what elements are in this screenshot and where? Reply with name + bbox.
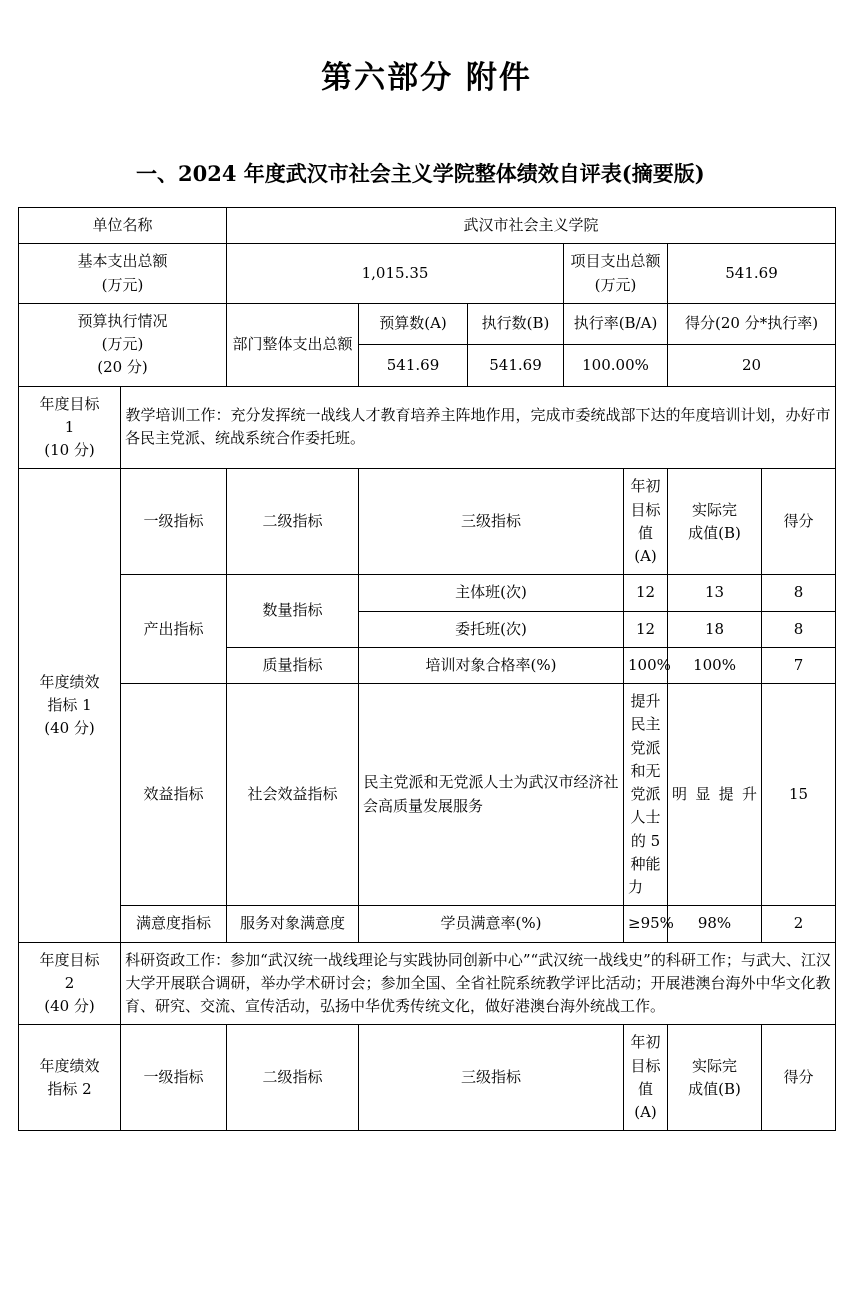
basic-expenditure-label — [19, 244, 227, 304]
header2-level3-indicator: 三级指标 — [359, 1025, 624, 1131]
annual-indicator-2-label-line1: 年度绩效 — [39, 1056, 100, 1075]
table-row — [19, 575, 836, 611]
annual-indicator-2-label — [19, 1025, 121, 1131]
header2-actual-value-line1: 实际完 — [692, 1056, 738, 1075]
basic-expenditure-label-line2: (万元) — [101, 275, 144, 294]
row-4-level3: 学员满意率(%) — [359, 906, 624, 942]
budget-execution-label-line3: (20 分) — [97, 358, 148, 377]
annual-goal-2-label — [19, 942, 121, 1025]
annual-goal-1-label-line2: 1 — [64, 417, 75, 436]
unit-name-label: 单位名称 — [19, 208, 227, 244]
row-4-target: ≥95% — [624, 906, 668, 942]
unit-name-value: 武汉市社会主义学院 — [227, 208, 836, 244]
header2-actual-value-line2: 成值(B) — [688, 1079, 741, 1098]
header-level3-indicator: 三级指标 — [359, 469, 624, 575]
project-expenditure-label-line2: (万元) — [594, 275, 637, 294]
annual-indicator-1-label-line1: 年度绩效 — [39, 672, 100, 691]
row-0-actual: 13 — [668, 575, 762, 611]
basic-expenditure-label-line1: 基本支出总额 — [77, 252, 168, 271]
row-0-score: 8 — [762, 575, 836, 611]
row-4-score: 2 — [762, 906, 836, 942]
annual-indicator-1-label-line3: (40 分) — [44, 719, 95, 737]
table-row — [19, 208, 836, 244]
annual-goal-2-text: 科研资政工作：参加“武汉统一战线理论与实践协同创新中心”“武汉统一战线史”的科研工作；与武大、江汉大学开展联合调研，举办学术研讨会；参加全国、全省社院系统教学评比活动；开展港澳台海外中华文化教育、研究、交流、宣传活动，弘扬中华优秀传统文化，做好港澳台海外统战工作。 — [121, 942, 836, 1025]
execution-number-header: 执行数(B) — [468, 303, 564, 344]
annual-indicator-1-label — [19, 469, 121, 942]
annual-indicator-2-label-line2: 指标 2 — [47, 1079, 92, 1098]
row-1-level3: 委托班(次) — [359, 611, 624, 647]
header2-score: 得分 — [762, 1025, 836, 1131]
row-4-actual: 98% — [668, 906, 762, 942]
row-0-level3: 主体班(次) — [359, 575, 624, 611]
budget-number-value: 541.69 — [359, 345, 468, 386]
table-row — [19, 906, 836, 942]
section-heading: 一、2024 年度武汉市社会主义学院整体绩效自评表(摘要版) — [136, 161, 705, 186]
table-row — [19, 684, 836, 906]
project-expenditure-label — [564, 244, 668, 304]
row-1-actual: 18 — [668, 611, 762, 647]
row-2-actual: 100% — [668, 647, 762, 683]
header-actual-value-line1: 实际完 — [692, 500, 738, 519]
performance-self-evaluation-table — [18, 207, 836, 1131]
project-expenditure-value: 541.69 — [668, 244, 836, 304]
row-0-level2: 数量指标 — [227, 575, 359, 648]
header-actual-value-line2: 成值(B) — [688, 523, 741, 542]
annual-indicator-1-label-line2: 指标 1 — [47, 695, 92, 714]
header-actual-value — [668, 469, 762, 575]
header-level2-indicator: 二级指标 — [227, 469, 359, 575]
header-target-value: 年初目标值(A) — [624, 469, 668, 575]
header-level1-indicator: 一级指标 — [121, 469, 227, 575]
row-3-level2: 社会效益指标 — [227, 684, 359, 906]
table-row — [19, 469, 836, 575]
table-row — [19, 244, 836, 304]
budget-execution-label-line2: (万元) — [101, 335, 144, 353]
row-3-score: 15 — [762, 684, 836, 906]
dept-total-expenditure-label: 部门整体支出总额 — [227, 303, 359, 386]
row-3-target: 提升民主党派和无党派人士的 5 种能力 — [624, 684, 668, 906]
header2-level2-indicator: 二级指标 — [227, 1025, 359, 1131]
header2-actual-value — [668, 1025, 762, 1131]
table-row — [19, 1025, 836, 1131]
annual-goal-1-label — [19, 386, 121, 469]
row-3-level3: 民主党派和无党派人士为武汉市经济社会高质量发展服务 — [359, 684, 624, 906]
row-0-target: 12 — [624, 575, 668, 611]
score-formula-header: 得分(20 分*执行率) — [668, 303, 836, 344]
annual-goal-1-label-line3: (10 分) — [44, 441, 95, 459]
header2-level1-indicator: 一级指标 — [121, 1025, 227, 1131]
row-4-level2: 服务对象满意度 — [227, 906, 359, 942]
row-2-level2: 质量指标 — [227, 647, 359, 683]
row-1-target: 12 — [624, 611, 668, 647]
table-row — [19, 942, 836, 1025]
annual-goal-1-label-line1: 年度目标 — [39, 394, 100, 413]
execution-rate-header: 执行率(B/A) — [564, 303, 668, 344]
row-0-level1: 产出指标 — [121, 575, 227, 684]
budget-execution-label-line1: 预算执行情况 — [77, 311, 168, 330]
table-row — [19, 386, 836, 469]
row-1-score: 8 — [762, 611, 836, 647]
budget-execution-label — [19, 303, 227, 386]
row-3-level1: 效益指标 — [121, 684, 227, 906]
annual-goal-2-label-line3: (40 分) — [44, 997, 95, 1015]
execution-rate-value: 100.00% — [564, 345, 668, 386]
row-2-target: 100% — [624, 647, 668, 683]
basic-expenditure-value: 1,015.35 — [227, 244, 564, 304]
project-expenditure-label-line1: 项目支出总额 — [570, 252, 661, 271]
execution-score-value: 20 — [668, 345, 836, 386]
row-4-level1: 满意度指标 — [121, 906, 227, 942]
header-score: 得分 — [762, 469, 836, 575]
row-2-level3: 培训对象合格率(%) — [359, 647, 624, 683]
page-title: 第六部分 附件 — [321, 60, 532, 96]
row-3-actual: 明显提升 — [668, 684, 762, 906]
annual-goal-1-text: 教学培训工作：充分发挥统一战线人才教育培养主阵地作用，完成市委统战部下达的年度培训计划，办好市各民主党派、统战系统合作委托班。 — [121, 386, 836, 469]
document-page — [0, 52, 853, 1310]
execution-number-value: 541.69 — [468, 345, 564, 386]
annual-goal-2-label-line1: 年度目标 — [39, 950, 100, 969]
annual-goal-2-label-line2: 2 — [64, 973, 75, 992]
budget-number-header: 预算数(A) — [359, 303, 468, 344]
row-2-score: 7 — [762, 647, 836, 683]
table-row — [19, 303, 836, 344]
header2-target-value: 年初目标值(A) — [624, 1025, 668, 1131]
